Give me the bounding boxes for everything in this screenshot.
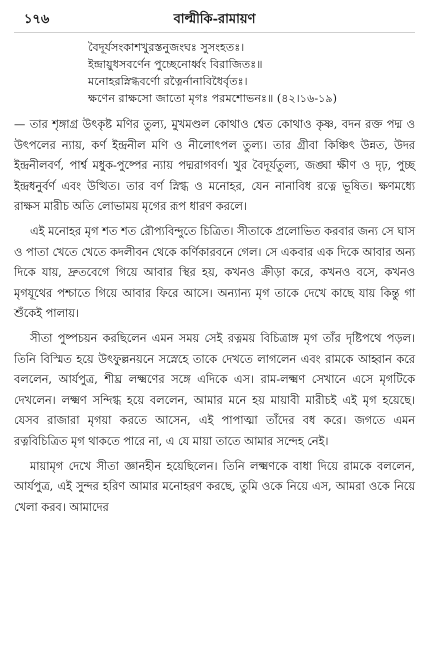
paragraph: সীতা পুষ্পচয়ন করছিলেন এমন সময় সেই রত্নময় বিচিত্রাঙ্গ মৃগ তাঁর দৃষ্টিপথে পড়ল। তিনি বিস্মিত হয়ে উৎফুল্লনয়নে সস্নেহে তাকে দেখতে লাগলেন এবং রামকে আহ্বান করে বললেন, আর্যপুত্র, শীঘ্র লক্ষ্মণের সঙ্গে এদিকে এস। রাম-লক্ষ্মণ সেখানে এসে মৃগটিকে দেখলেন। লক্ষ্মণ সন্দিগ্ধ হয়ে বললেন, আমার মনে হয় মায়াবী মারীচই এই মৃগ হয়েছে। যেসব রাজারা মৃগয়া করতে আসেন, এই পাপাত্মা তাঁদের বধ করে। জগতে এমন রত্নবিচিত্রিত মৃগ থাকতে পারে না, এ যে মায়া তাতে আমার সন্দেহ নেই। [14, 331, 415, 448]
running-title: বাল্মীকি-রামায়ণ [173, 12, 256, 27]
verse-line-text: ক্ষণেন রাক্ষসো জাতো মৃগঃ পরমশোভনঃ॥ [88, 92, 274, 105]
verse-reference: (৪২।১৬-১৯) [276, 92, 338, 105]
sanskrit-verse [88, 39, 415, 107]
verse-line: ইন্দ্রায়ুধসবর্ণেন পুচ্ছেনোর্ধ্বং বিরাজিতঃ॥ [88, 58, 263, 71]
verse-line-last [88, 90, 415, 107]
paragraph: মায়ামৃগ দেখে সীতা জ্ঞানহীন হয়েছিলেন। তিনি লক্ষ্মণকে বাধা দিয়ে রামকে বললেন, আর্যপুত্র, এই সুন্দর হরিণ আমার মনোহরণ করছে, তুমি ওকে নিয়ে এস, আমরা ওকে নিয়ে খেলা করব। আমাদের [14, 459, 415, 514]
verse-line: বৈদূর্যসংকাশখুরস্তনুজংঘঃ সুসংহতঃ। [88, 41, 245, 54]
verse-line: মনোহরস্নিগ্ধবর্ণো রত্নৈর্নানাবিধৈর্বৃতঃ। [88, 75, 248, 88]
page-number: ১৭৬ [24, 12, 50, 27]
paragraph: এই মনোহর মৃগ শত শত রৌপ্যবিন্দুতে চিত্রিত। সীতাকে প্রলোভিত করবার জন্য সে ঘাস ও পাতা খেতে খেতে কদলীবন থেকে কর্ণিকারবনে গেল। সে একবার এক দিকে আবার অন্য দিকে যায়, দ্রুতবেগে গিয়ে আবার স্থির হয়, কখনও ক্রীড়া করে, কখনও বসে, কখনও মৃগযূথের পশ্চাতে গিয়ে আবার ফিরে আসে। অন্যান্য মৃগ তাকে দেখে কাছে যায় কিন্তু গা শুঁকেই পালায়। [14, 224, 415, 321]
prose-body [14, 115, 415, 518]
page-header [14, 10, 415, 33]
paragraph: — তার শৃঙ্গাগ্র উৎকৃষ্ট মণির তুল্য, মুখমণ্ডল কোথাও শ্বেত কোথাও কৃষ্ণ, বদন রক্ত পদ্ম ও উৎপলের ন্যায়, কর্ণ ইন্দ্রনীল মণি ও নীলোৎপল তুল্য। তার গ্রীবা কিঞ্চিৎ উন্নত, উদর ইন্দ্রনীলবর্ণ, পার্শ্ব মধুক-পুষ্পের ন্যায় পদ্মরাগবর্ণ। খুর বৈদূর্যতুল্য, জঙ্ঘা ক্ষীণ ও দৃঢ়, পুচ্ছ ইন্দ্রধনুর্বর্ণ এবং উত্থিত। তার বর্ণ স্নিগ্ধ ও মনোহর, যেন নানাবিধ রত্নে ভূষিত। ক্ষণমধ্যে রাক্ষস মারীচ অতি লোভাময় মৃগের রূপ ধারণ করলে। [14, 118, 415, 214]
